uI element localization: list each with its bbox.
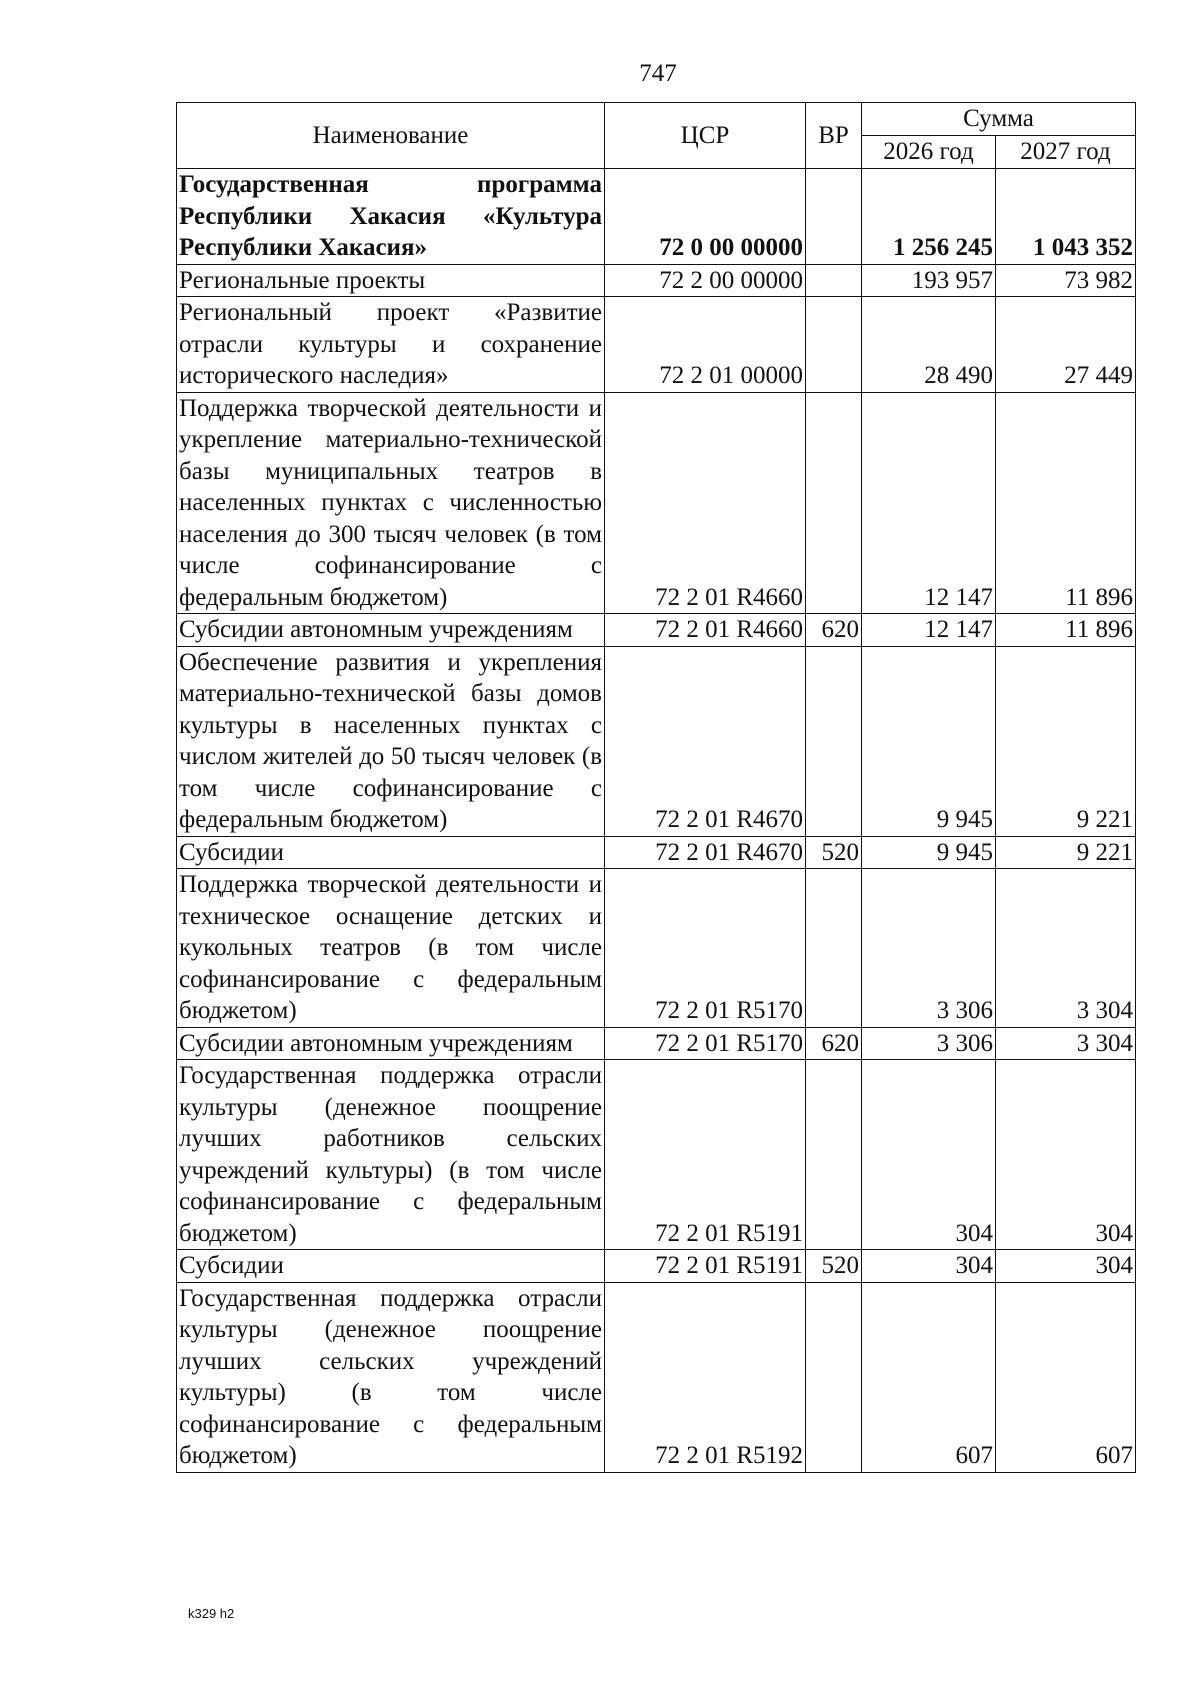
header-year-2027: 2027 год <box>996 136 1136 169</box>
row-sum-2027: 73 982 <box>996 264 1136 297</box>
table-row <box>177 169 1136 265</box>
row-csr: 72 2 01 R5170 <box>605 1027 806 1060</box>
header-year-2026: 2026 год <box>862 136 996 169</box>
row-sum-2026: 304 <box>862 1060 996 1250</box>
table-row <box>177 869 1136 1028</box>
row-name: Поддержка творческой деятельности и укрепление материально-технической базы муниципальных театров в населенных пунктах с численностью населения до 300 тысяч человек (в том числе софинансирование с федеральным бюджетом) <box>177 392 605 614</box>
row-csr: 72 2 01 R4660 <box>605 392 806 614</box>
row-sum-2026: 304 <box>862 1250 996 1283</box>
footer-code: k329 h2 <box>188 1606 235 1621</box>
row-name: Региональный проект «Развитие отрасли культуры и сохранение исторического наследия» <box>177 297 605 393</box>
row-name: Государственная программа Республики Хакасия «Культура Республики Хакасия» <box>177 169 605 265</box>
row-vr <box>806 169 862 265</box>
row-sum-2026: 9 945 <box>862 836 996 869</box>
row-sum-2026: 9 945 <box>862 646 996 836</box>
table-row <box>177 1282 1136 1472</box>
row-csr: 72 2 01 R5191 <box>605 1250 806 1283</box>
row-csr: 72 2 01 R4670 <box>605 836 806 869</box>
header-csr: ЦСР <box>605 103 806 169</box>
row-sum-2027: 3 304 <box>996 1027 1136 1060</box>
page-number: 747 <box>639 60 677 87</box>
budget-table <box>176 102 1136 1473</box>
header-sum: Сумма <box>862 103 1136 136</box>
row-sum-2026: 607 <box>862 1282 996 1472</box>
table-row <box>177 646 1136 836</box>
row-sum-2027: 1 043 352 <box>996 169 1136 265</box>
table-row <box>177 392 1136 614</box>
row-name: Субсидии автономным учреждениям <box>177 614 605 647</box>
row-vr: 520 <box>806 1250 862 1283</box>
row-name: Субсидии <box>177 836 605 869</box>
header-vr: ВР <box>806 103 862 169</box>
row-sum-2026: 193 957 <box>862 264 996 297</box>
row-sum-2027: 304 <box>996 1060 1136 1250</box>
table-row <box>177 264 1136 297</box>
row-csr: 72 2 00 00000 <box>605 264 806 297</box>
row-sum-2026: 3 306 <box>862 1027 996 1060</box>
row-sum-2027: 9 221 <box>996 836 1136 869</box>
row-name: Субсидии <box>177 1250 605 1283</box>
row-name: Обеспечение развития и укрепления материально-технической базы домов культуры в населенных пунктах с числом жителей до 50 тысяч человек (в том числе софинансирование с федеральным бюджетом) <box>177 646 605 836</box>
row-vr <box>806 392 862 614</box>
row-vr: 620 <box>806 614 862 647</box>
row-name: Субсидии автономным учреждениям <box>177 1027 605 1060</box>
table-header <box>177 103 1136 169</box>
row-name: Региональные проекты <box>177 264 605 297</box>
row-name: Поддержка творческой деятельности и техническое оснащение детских и кукольных театров (в том числе софинансирование с федеральным бюджетом) <box>177 869 605 1028</box>
row-csr: 72 2 01 R5191 <box>605 1060 806 1250</box>
header-name: Наименование <box>177 103 605 169</box>
row-sum-2026: 28 490 <box>862 297 996 393</box>
table-row <box>177 1060 1136 1250</box>
row-vr: 620 <box>806 1027 862 1060</box>
table-row <box>177 836 1136 869</box>
row-vr <box>806 1060 862 1250</box>
table-row <box>177 1027 1136 1060</box>
row-vr: 520 <box>806 836 862 869</box>
table-body <box>177 169 1136 1473</box>
row-vr <box>806 1282 862 1472</box>
row-sum-2027: 11 896 <box>996 614 1136 647</box>
row-csr: 72 0 00 00000 <box>605 169 806 265</box>
row-csr: 72 2 01 R5192 <box>605 1282 806 1472</box>
table-row <box>177 1250 1136 1283</box>
row-vr <box>806 869 862 1028</box>
row-vr <box>806 297 862 393</box>
row-sum-2027: 3 304 <box>996 869 1136 1028</box>
row-vr <box>806 646 862 836</box>
row-sum-2027: 27 449 <box>996 297 1136 393</box>
row-sum-2027: 304 <box>996 1250 1136 1283</box>
row-csr: 72 2 01 R4660 <box>605 614 806 647</box>
row-csr: 72 2 01 R5170 <box>605 869 806 1028</box>
row-sum-2026: 12 147 <box>862 614 996 647</box>
table-row <box>177 614 1136 647</box>
row-sum-2027: 9 221 <box>996 646 1136 836</box>
row-sum-2026: 3 306 <box>862 869 996 1028</box>
row-name: Государственная поддержка отрасли культуры (денежное поощрение лучших работников сельских учреждений культуры) (в том числе софинансирование с федеральным бюджетом) <box>177 1060 605 1250</box>
row-name: Государственная поддержка отрасли культуры (денежное поощрение лучших сельских учреждений культуры) (в том числе софинансирование с федеральным бюджетом) <box>177 1282 605 1472</box>
row-sum-2027: 607 <box>996 1282 1136 1472</box>
row-sum-2026: 12 147 <box>862 392 996 614</box>
row-csr: 72 2 01 00000 <box>605 297 806 393</box>
table-row <box>177 297 1136 393</box>
row-sum-2027: 11 896 <box>996 392 1136 614</box>
row-sum-2026: 1 256 245 <box>862 169 996 265</box>
row-vr <box>806 264 862 297</box>
row-csr: 72 2 01 R4670 <box>605 646 806 836</box>
